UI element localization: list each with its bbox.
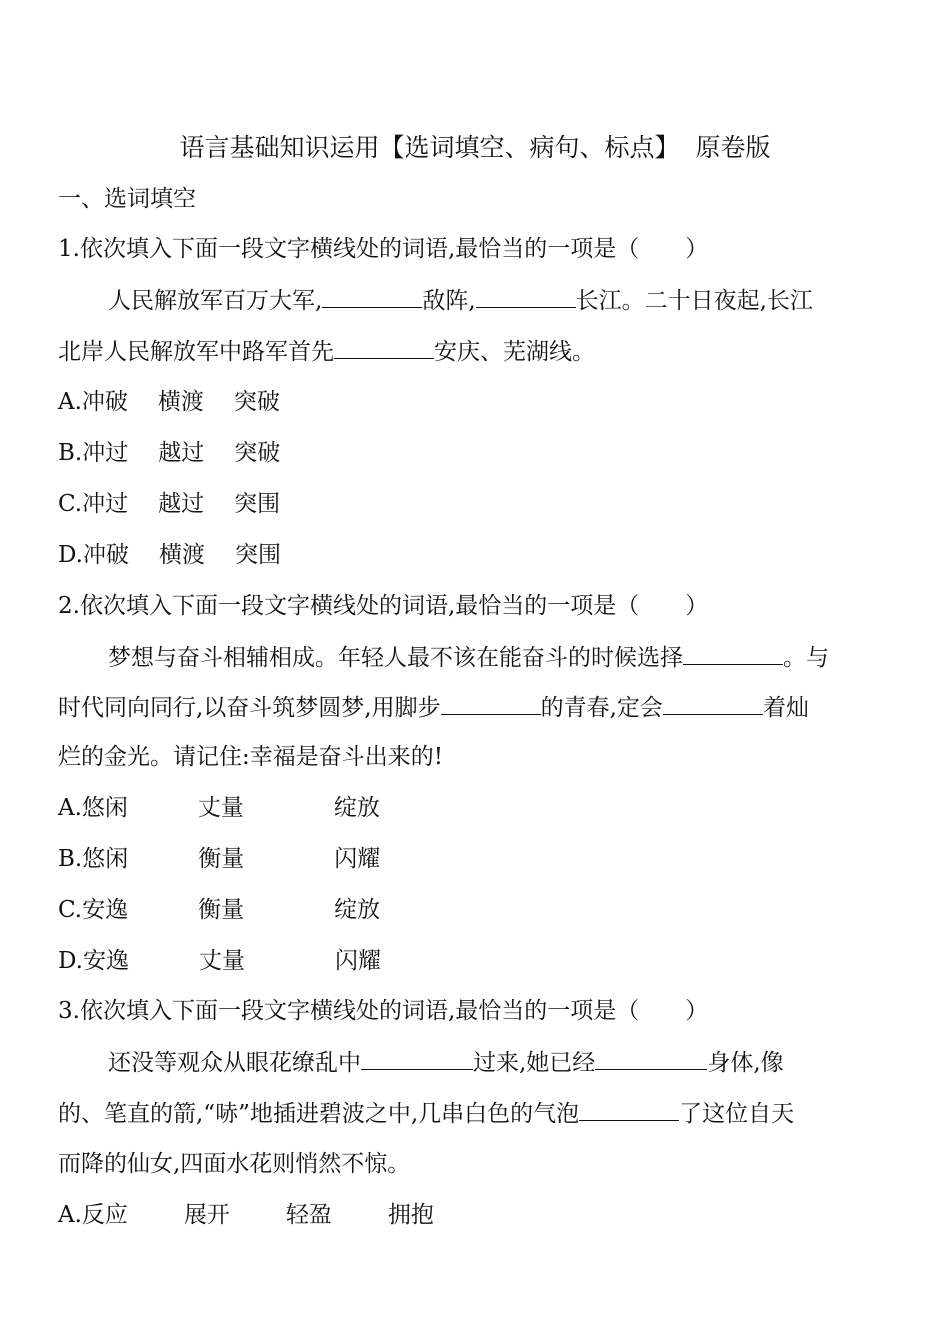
question-1-stem: 1.依次填入下面一段文字横线处的词语,最恰当的一项是（ ）: [58, 236, 709, 262]
option-word: 横渡: [158, 542, 205, 568]
option-word: 衡量: [198, 897, 245, 923]
option-word: 悠闲: [81, 795, 128, 821]
option-word: 安逸: [82, 948, 129, 974]
question-3-stem: 3.依次填入下面一段文字横线处的词语,最恰当的一项是（ ）: [58, 998, 709, 1024]
question-3-option-a: [58, 1200, 434, 1230]
question-1-option-d: [58, 540, 281, 570]
option-word: 闪耀: [334, 948, 381, 974]
passage-text: 长江。二十日夜起,长江: [575, 288, 813, 314]
option-key: D.: [58, 948, 83, 974]
option-word: 闪耀: [334, 846, 381, 872]
question-2-passage-line-1: [108, 642, 829, 673]
option-key: A.: [58, 389, 82, 415]
option-word: 反应: [81, 1202, 128, 1228]
question-2-option-c: [58, 895, 380, 925]
option-key: B.: [58, 846, 83, 872]
passage-text: 敌阵,: [422, 288, 476, 314]
document-title: 语言基础知识运用【选词填空、病句、标点】 原卷版: [179, 133, 771, 162]
answer-blank: [579, 1098, 679, 1121]
answer-blank: [595, 1047, 707, 1070]
answer-blank: [334, 336, 434, 359]
question-1-option-b: [58, 438, 280, 468]
option-key: C.: [58, 897, 83, 923]
passage-text: 。与: [783, 645, 829, 671]
answer-blank: [322, 285, 422, 308]
passage-text: 的青春,定会: [540, 695, 663, 721]
option-key: A.: [58, 795, 82, 821]
question-2-passage-line-2: [58, 692, 809, 723]
option-word: 冲过: [82, 491, 129, 517]
passage-text: 北岸人民解放军中路军首先: [58, 339, 334, 365]
question-3-passage-line-2: [58, 1098, 794, 1129]
question-2-option-a: [58, 793, 380, 823]
option-word: 突破: [234, 440, 281, 466]
question-3-passage-line-1: [108, 1047, 784, 1078]
option-word: 安逸: [82, 897, 129, 923]
passage-text: 过来,她已经: [473, 1050, 596, 1076]
question-2-option-d: [58, 946, 381, 976]
passage-text: 时代同向同行,以奋斗筑梦圆梦,用脚步: [58, 695, 441, 721]
option-word: 冲过: [82, 440, 129, 466]
question-2-passage-line-3: 烂的金光。请记住:幸福是奋斗出来的!: [58, 744, 443, 770]
answer-blank: [361, 1047, 473, 1070]
question-3-passage-line-3: 而降的仙女,四面水花则悄然不惊。: [58, 1151, 411, 1177]
option-word: 拥抱: [387, 1202, 434, 1228]
passage-text: 梦想与奋斗相辅相成。年轻人最不该在能奋斗的时候选择: [108, 645, 683, 671]
option-word: 冲破: [81, 389, 128, 415]
option-word: 突围: [234, 542, 281, 568]
passage-text: 着灿: [762, 695, 809, 721]
option-word: 衡量: [198, 846, 245, 872]
question-1-passage-line-2: [58, 336, 595, 367]
option-word: 越过: [158, 440, 205, 466]
question-1-option-c: [58, 489, 280, 519]
option-word: 横渡: [157, 389, 204, 415]
option-key: D.: [58, 542, 83, 568]
option-word: 丈量: [198, 948, 245, 974]
option-key: A.: [58, 1202, 82, 1228]
option-word: 越过: [158, 491, 205, 517]
passage-text: 还没等观众从眼花缭乱中: [108, 1050, 361, 1076]
passage-text: 身体,像: [707, 1050, 784, 1076]
section-heading: 一、选词填空: [58, 186, 196, 212]
option-word: 展开: [183, 1202, 230, 1228]
answer-blank: [441, 692, 541, 715]
answer-blank: [683, 642, 783, 665]
option-word: 悠闲: [82, 846, 129, 872]
passage-text: 了这位自天: [679, 1101, 795, 1127]
passage-text: 人民解放军百万大军,: [108, 288, 323, 314]
option-word: 突围: [234, 491, 281, 517]
option-key: C.: [58, 491, 83, 517]
question-1-passage-line-1: [108, 285, 813, 316]
passage-text: 的、笔直的箭,“哧”地插进碧波之中,几串白色的气泡: [58, 1101, 580, 1127]
passage-text: 安庆、芜湖线。: [434, 339, 595, 365]
question-2-stem: 2.依次填入下面一段文字横线处的词语,最恰当的一项是（ ）: [58, 593, 709, 619]
option-word: 绽放: [334, 897, 381, 923]
question-1-option-a: [58, 387, 280, 417]
option-key: B.: [58, 440, 83, 466]
option-word: 轻盈: [285, 1202, 332, 1228]
option-word: 突破: [233, 389, 280, 415]
option-word: 丈量: [197, 795, 244, 821]
option-word: 绽放: [333, 795, 380, 821]
question-2-option-b: [58, 844, 380, 874]
answer-blank: [663, 692, 763, 715]
answer-blank: [476, 285, 576, 308]
option-word: 冲破: [82, 542, 129, 568]
